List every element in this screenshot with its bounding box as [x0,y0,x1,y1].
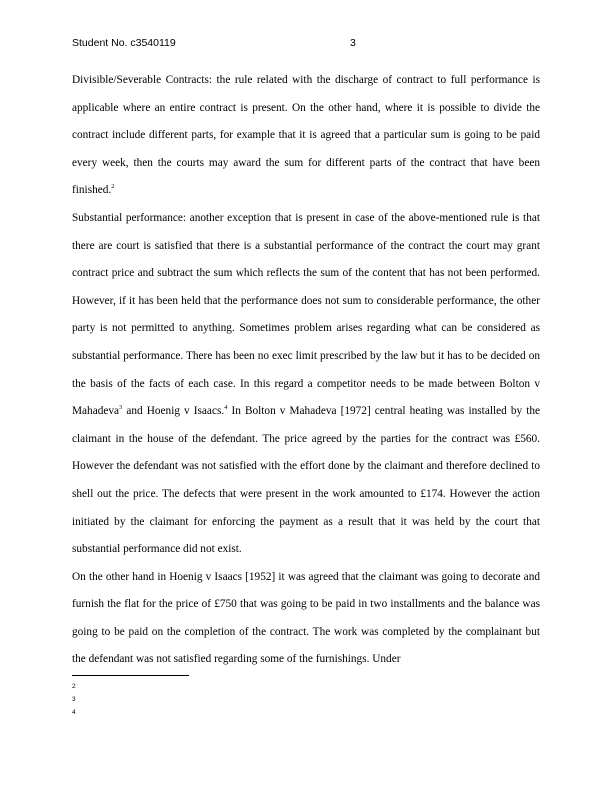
document-body [72,67,540,674]
footnote-ref-2[interactable]: 2 [111,183,115,191]
footnote-4: 4 [72,709,76,716]
paragraph-text: In Bolton v Mahadeva [1972] central heating was installed by the claimant in the house of the defendant. The price agreed by the parties for the contract was £560. However the defendant was not satisfied with the effort done by the claimant and therefore declined to shell out the price. The defects that were present in the work amounted to £174. However the action initiated by the claimant for enforcing the payment as a result that it was held by the court that substantial performance did not exist. [72,405,540,556]
footnotes [72,680,272,719]
paragraph-hoenig-v-isaacs [72,564,540,674]
footnote-ref-3[interactable]: 3 [119,404,123,412]
footnote-ref-4[interactable]: 4 [224,404,228,412]
footnote-3: 3 [72,696,76,703]
footnote-2: 2 [72,683,76,690]
paragraph-divisible-contracts [72,67,540,205]
page-header [72,37,540,51]
footnote-separator [72,675,189,676]
paragraph-text: Divisible/Severable Contracts: the rule related with the discharge of contract to full performance is applicable where an entire contract is present. On the other hand, where it is possible to divide the contract include different parts, for example that it is agreed that a particular sum is going to be paid every week, then the courts may award the sum for different parts of the contract that have been finished. [72,74,540,197]
page-number: 3 [350,37,356,49]
student-number: Student No. c3540119 [72,37,176,49]
paragraph-text: Substantial performance: another exception that is present in case of the above-mentioned rule is that there are court is satisfied that there is a substantial performance of the contract the court may grant contract price and subtract the sum which reflects the sum of the content that has not been performed. However, if it has been held that the performance does not sum to considerable performance, the other party is not permitted to anything. Sometimes problem arises regarding what can be considered as substantial performance. There has been no exec limit prescribed by the law but it has to be decided on the basis of the facts of each case. In this regard a competitor needs to be made between Bolton v Mahadeva [72,211,540,418]
paragraph-text: and Hoenig v Isaacs. [122,405,225,418]
paragraph-text: On the other hand in Hoenig v Isaacs [1952] it was agreed that the claimant was going to decorate and furnish the flat for the price of £750 that was going to be paid in two installments and the balance was going to be paid on the completion of the contract. The work was completed by the complainant but the defendant was not satisfied regarding some of the furnishings. Under [72,570,540,666]
paragraph-substantial-performance [72,205,540,564]
